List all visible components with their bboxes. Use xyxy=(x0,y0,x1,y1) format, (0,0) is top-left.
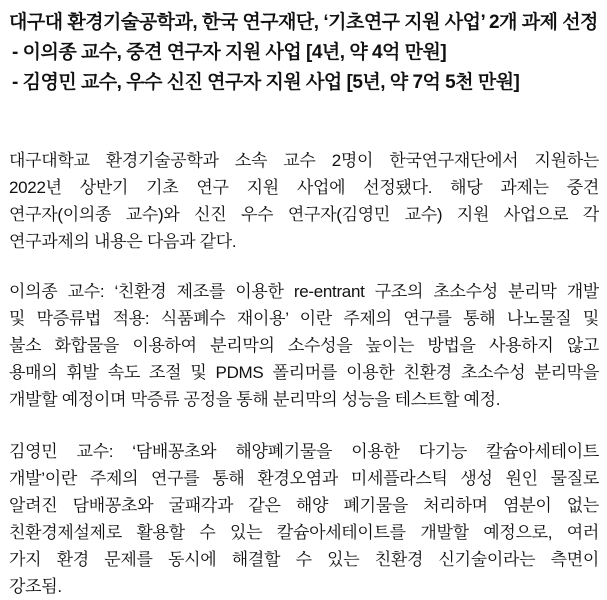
paragraph-line: 연구과제의 내용은 다음과 같다. xyxy=(9,232,237,251)
headline-bullet-professor-kim: - 김영민 교수, 우수 신진 연구자 지원 사업 [5년, 약 7억 5천 만원] xyxy=(12,72,520,93)
paragraph-line: 가지 환경 문제를 동시에 해결할 수 있는 친환경 신기술이라는 측면이 xyxy=(9,550,599,569)
paragraph-line: 친환경제설제로 활용할 수 있는 칼슘아세테이트를 개발할 예정으로, 여러 xyxy=(9,523,599,542)
headline xyxy=(9,8,599,98)
paragraph-intro xyxy=(9,147,599,255)
paragraph-line: 및 막증류법 적용: 식품폐수 재이용’ 이란 주제의 연구를 통해 나노물질 및 xyxy=(9,309,599,328)
paragraph-line: 2022년 상반기 기초 연구 지원 사업에 선정됐다. 해당 과제는 중견 xyxy=(9,178,599,197)
headline-bullet-professor-lee: - 이의종 교수, 중견 연구자 지원 사업 [4년, 약 4억 만원] xyxy=(12,42,447,63)
paragraph-line: 연구자(이의종 교수)와 신진 우수 연구자(김영민 교수) 지원 사업으로 각 xyxy=(9,205,599,224)
paragraph-line: 개발할 예정이며 막증류 공정을 통해 분리막의 성능을 테스트할 예정. xyxy=(9,390,501,409)
paragraph-line: 불소 화합물을 이용하여 분리막의 소수성을 높이는 방법을 사용하지 않고 xyxy=(9,336,599,355)
paragraph-line: 이의종 교수: ‘친환경 제조를 이용한 re-entrant 구조의 초소수성 분리막 개발 xyxy=(9,282,599,301)
paragraph-line: 용매의 휘발 속도 조절 및 PDMS 폴리머를 이용한 친환경 초소수성 분리막을 xyxy=(9,363,599,382)
paragraph-line: 김영민 교수: ‘담배꽁초와 해양폐기물을 이용한 다기능 칼슘아세테이트 xyxy=(9,442,599,461)
paragraph-line: 대구대학교 환경기술공학과 소속 교수 2명이 한국연구재단에서 지원하는 xyxy=(9,151,599,170)
paragraph-line: 개발’이란 주제의 연구를 통해 환경오염과 미세플라스틱 생성 원인 물질로 xyxy=(9,469,599,488)
headline-title-line: 대구대 환경기술공학과, 한국 연구재단, ‘기초연구 지원 사업’ 2개 과제 선정 xyxy=(9,12,598,33)
paragraph-professor-lee-project xyxy=(9,278,599,413)
paragraph-line: 알려진 담배꽁초와 굴패각과 같은 해양 폐기물을 처리하며 염분이 없는 xyxy=(9,496,599,515)
paragraph-line: 강조됨. xyxy=(9,577,62,596)
paragraph-professor-kim-project xyxy=(9,438,599,600)
